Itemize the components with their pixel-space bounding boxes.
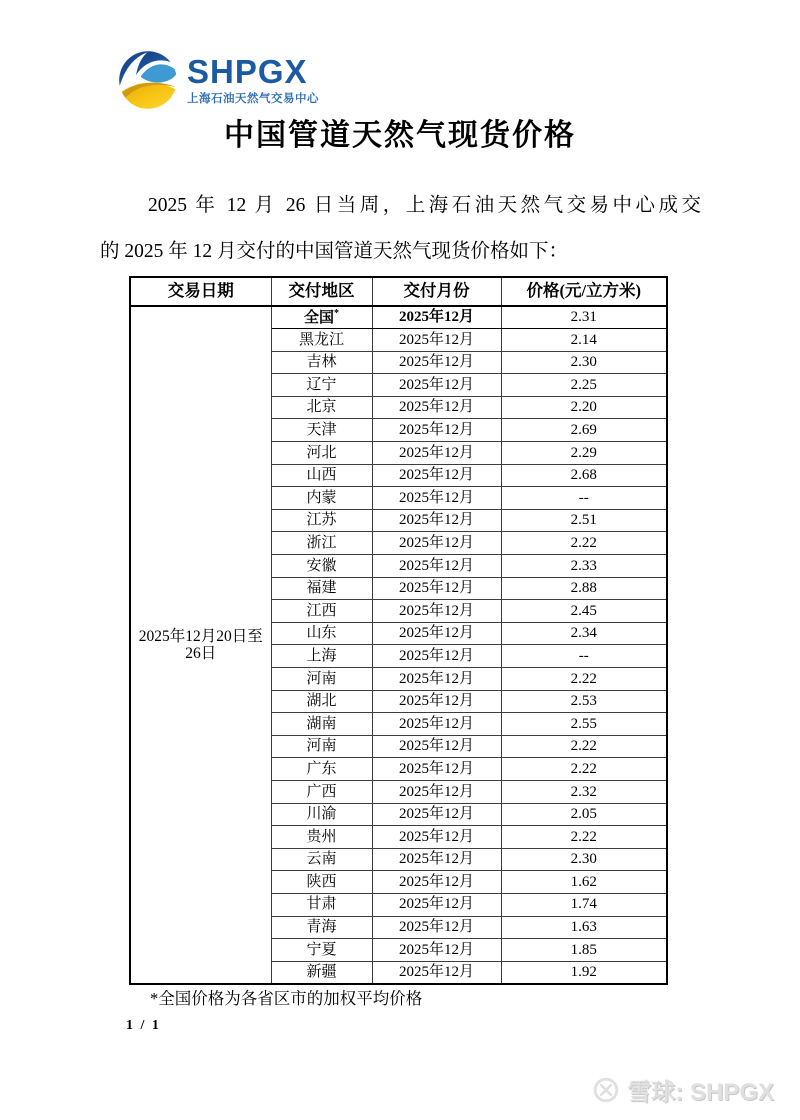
month-cell: 2025年12月: [372, 509, 501, 532]
shpgx-globe-icon: [118, 50, 178, 110]
month-cell: 2025年12月: [372, 329, 501, 352]
price-cell: 2.31: [501, 306, 667, 329]
region-cell: 江苏: [271, 509, 372, 532]
price-cell: 2.33: [501, 555, 667, 578]
table-header-row: [130, 277, 667, 306]
month-cell: 2025年12月: [372, 464, 501, 487]
price-cell: 1.74: [501, 893, 667, 916]
month-cell: 2025年12月: [372, 826, 501, 849]
price-cell: 2.30: [501, 351, 667, 374]
price-cell: 2.14: [501, 329, 667, 352]
price-table-body: [130, 306, 667, 984]
month-cell: 2025年12月: [372, 351, 501, 374]
footnote: *全国价格为各省区市的加权平均价格: [150, 989, 423, 1008]
price-cell: 1.62: [501, 871, 667, 894]
region-cell: 浙江: [271, 532, 372, 555]
price-cell: 2.30: [501, 848, 667, 871]
region-cell: 贵州: [271, 826, 372, 849]
month-cell: 2025年12月: [372, 848, 501, 871]
table-row: [130, 306, 667, 329]
region-cell: 云南: [271, 848, 372, 871]
region-cell: 全国*: [271, 306, 372, 329]
region-cell: 河北: [271, 442, 372, 465]
month-cell: 2025年12月: [372, 939, 501, 962]
price-cell: 2.68: [501, 464, 667, 487]
month-cell: 2025年12月: [372, 803, 501, 826]
region-cell: 内蒙: [271, 487, 372, 510]
watermark-text: 雪球: SHPGX: [627, 1079, 774, 1106]
price-cell: 2.22: [501, 826, 667, 849]
header-delivery-region: 交付地区: [271, 277, 372, 306]
month-cell: 2025年12月: [372, 871, 501, 894]
month-cell: 2025年12月: [372, 600, 501, 623]
region-cell: 湖南: [271, 713, 372, 736]
month-cell: 2025年12月: [372, 396, 501, 419]
logo-text: [187, 50, 319, 106]
month-cell: 2025年12月: [372, 532, 501, 555]
price-table: [129, 276, 668, 985]
month-cell: 2025年12月: [372, 893, 501, 916]
month-cell: 2025年12月: [372, 735, 501, 758]
header-trade-date: 交易日期: [130, 277, 271, 306]
price-cell: 2.25: [501, 374, 667, 397]
price-cell: 2.34: [501, 622, 667, 645]
page-title: 中国管道天然气现货价格: [224, 119, 576, 152]
month-cell: 2025年12月: [372, 487, 501, 510]
region-cell: 安徽: [271, 555, 372, 578]
price-cell: 2.51: [501, 509, 667, 532]
shpgx-logo: [118, 50, 319, 110]
region-cell: 福建: [271, 577, 372, 600]
intro-line-1: 2025 年 12 月 26 日当周，上海石油天然气交易中心成交: [148, 195, 701, 216]
month-cell: 2025年12月: [372, 780, 501, 803]
header-delivery-month: 交付月份: [372, 277, 501, 306]
month-cell: 2025年12月: [372, 645, 501, 668]
region-cell: 宁夏: [271, 939, 372, 962]
region-cell: 上海: [271, 645, 372, 668]
month-cell: 2025年12月: [372, 306, 501, 329]
region-cell: 江西: [271, 600, 372, 623]
month-cell: 2025年12月: [372, 961, 501, 984]
month-cell: 2025年12月: [372, 690, 501, 713]
price-cell: 2.32: [501, 780, 667, 803]
xueqiu-icon: [593, 1077, 619, 1103]
month-cell: 2025年12月: [372, 713, 501, 736]
region-cell: 吉林: [271, 351, 372, 374]
price-cell: 2.05: [501, 803, 667, 826]
region-cell: 山东: [271, 622, 372, 645]
region-cell: 天津: [271, 419, 372, 442]
watermark: [593, 1072, 774, 1107]
intro-paragraph: [100, 183, 701, 275]
price-cell: 2.20: [501, 396, 667, 419]
region-cell: 河南: [271, 735, 372, 758]
price-cell: 2.88: [501, 577, 667, 600]
price-cell: 1.92: [501, 961, 667, 984]
month-cell: 2025年12月: [372, 668, 501, 691]
month-cell: 2025年12月: [372, 622, 501, 645]
region-cell: 辽宁: [271, 374, 372, 397]
region-cell: 湖北: [271, 690, 372, 713]
region-cell: 青海: [271, 916, 372, 939]
price-cell: 2.22: [501, 532, 667, 555]
header-price: 价格(元/立方米): [501, 277, 667, 306]
region-cell: 川渝: [271, 803, 372, 826]
price-cell: 2.29: [501, 442, 667, 465]
region-cell: 陕西: [271, 871, 372, 894]
logo-subtitle: 上海石油天然气交易中心: [187, 93, 319, 105]
logo-acronym: SHPGX: [187, 53, 308, 90]
price-cell: 1.85: [501, 939, 667, 962]
price-cell: --: [501, 645, 667, 668]
price-cell: 2.45: [501, 600, 667, 623]
month-cell: 2025年12月: [372, 916, 501, 939]
region-cell: 广东: [271, 758, 372, 781]
region-cell: 北京: [271, 396, 372, 419]
price-cell: 2.53: [501, 690, 667, 713]
region-cell: 黑龙江: [271, 329, 372, 352]
price-cell: --: [501, 487, 667, 510]
region-cell: 新疆: [271, 961, 372, 984]
month-cell: 2025年12月: [372, 758, 501, 781]
price-cell: 1.63: [501, 916, 667, 939]
price-cell: 2.22: [501, 735, 667, 758]
page-indicator: 1 / 1: [126, 1018, 161, 1033]
price-cell: 2.69: [501, 419, 667, 442]
region-cell: 河南: [271, 668, 372, 691]
trade-date-cell: 2025年12月20日至 26日: [130, 306, 271, 984]
price-cell: 2.22: [501, 758, 667, 781]
month-cell: 2025年12月: [372, 374, 501, 397]
intro-line-2: 的 2025 年 12 月交付的中国管道天然气现货价格如下：: [100, 241, 569, 262]
month-cell: 2025年12月: [372, 577, 501, 600]
price-cell: 2.22: [501, 668, 667, 691]
price-cell: 2.55: [501, 713, 667, 736]
month-cell: 2025年12月: [372, 442, 501, 465]
month-cell: 2025年12月: [372, 555, 501, 578]
region-cell: 山西: [271, 464, 372, 487]
region-cell: 广西: [271, 780, 372, 803]
month-cell: 2025年12月: [372, 419, 501, 442]
region-cell: 甘肃: [271, 893, 372, 916]
